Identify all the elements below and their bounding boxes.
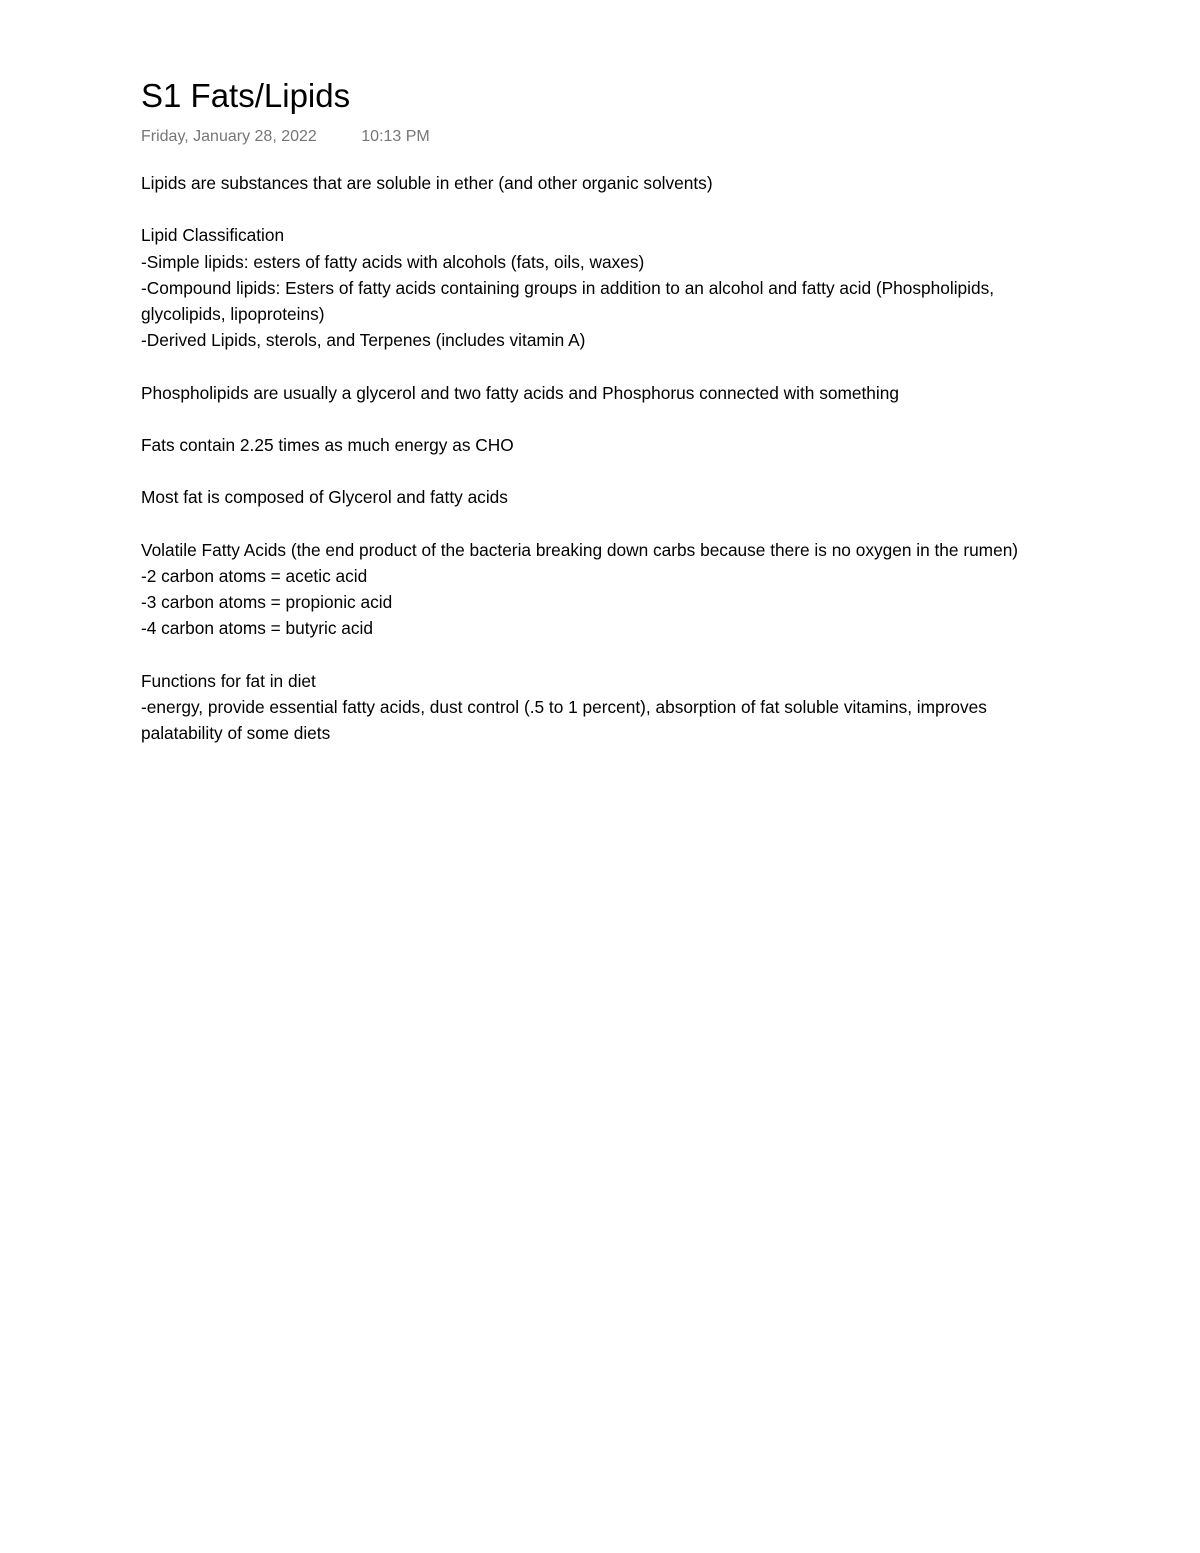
- page-title: S1 Fats/Lipids: [141, 77, 351, 114]
- note-date: Friday, January 28, 2022: [141, 128, 317, 145]
- classification-heading: Lipid Classification: [141, 225, 285, 246]
- energy-paragraph: Fats contain 2.25 times as much energy as CHO: [141, 434, 514, 455]
- vfa-item-acetic: -2 carbon atoms = acetic acid: [141, 565, 368, 586]
- composition-paragraph: Most fat is composed of Glycerol and fatty acids: [141, 487, 508, 508]
- vfa-heading: Volatile Fatty Acids (the end product of the bacteria breaking down carbs because there is no oxygen in the rumen): [141, 539, 1019, 560]
- spacer: [141, 642, 1071, 668]
- spacer: [141, 406, 1071, 432]
- vfa-item-propionic: -3 carbon atoms = propionic acid: [141, 592, 393, 613]
- classification-item-derived: -Derived Lipids, sterols, and Terpenes (includes vitamin A): [141, 330, 586, 351]
- spacer: [141, 511, 1071, 537]
- spacer: [141, 196, 1071, 222]
- phospholipids-paragraph: Phospholipids are usually a glycerol and two fatty acids and Phosphorus connected with something: [141, 382, 899, 403]
- vfa-item-butyric: -4 carbon atoms = butyric acid: [141, 618, 373, 639]
- note-timestamp: [141, 126, 1071, 148]
- functions-heading: Functions for fat in diet: [141, 670, 316, 691]
- spacer: [141, 458, 1071, 484]
- note-body: [141, 170, 1071, 746]
- note-time: 10:13 PM: [361, 128, 430, 145]
- classification-item-simple: -Simple lipids: esters of fatty acids with alcohols (fats, oils, waxes): [141, 251, 645, 272]
- note-page: [141, 72, 1071, 746]
- functions-paragraph: -energy, provide essential fatty acids, dust control (.5 to 1 percent), absorption of fat soluble vitamins, improves palatability of some diets: [141, 696, 987, 744]
- intro-paragraph: Lipids are substances that are soluble in ether (and other organic solvents): [141, 173, 713, 193]
- classification-item-compound: -Compound lipids: Esters of fatty acids containing groups in addition to an alcohol and fatty acid (Phospholipids, glycolipids, lipoproteins): [141, 277, 995, 324]
- spacer: [141, 353, 1071, 379]
